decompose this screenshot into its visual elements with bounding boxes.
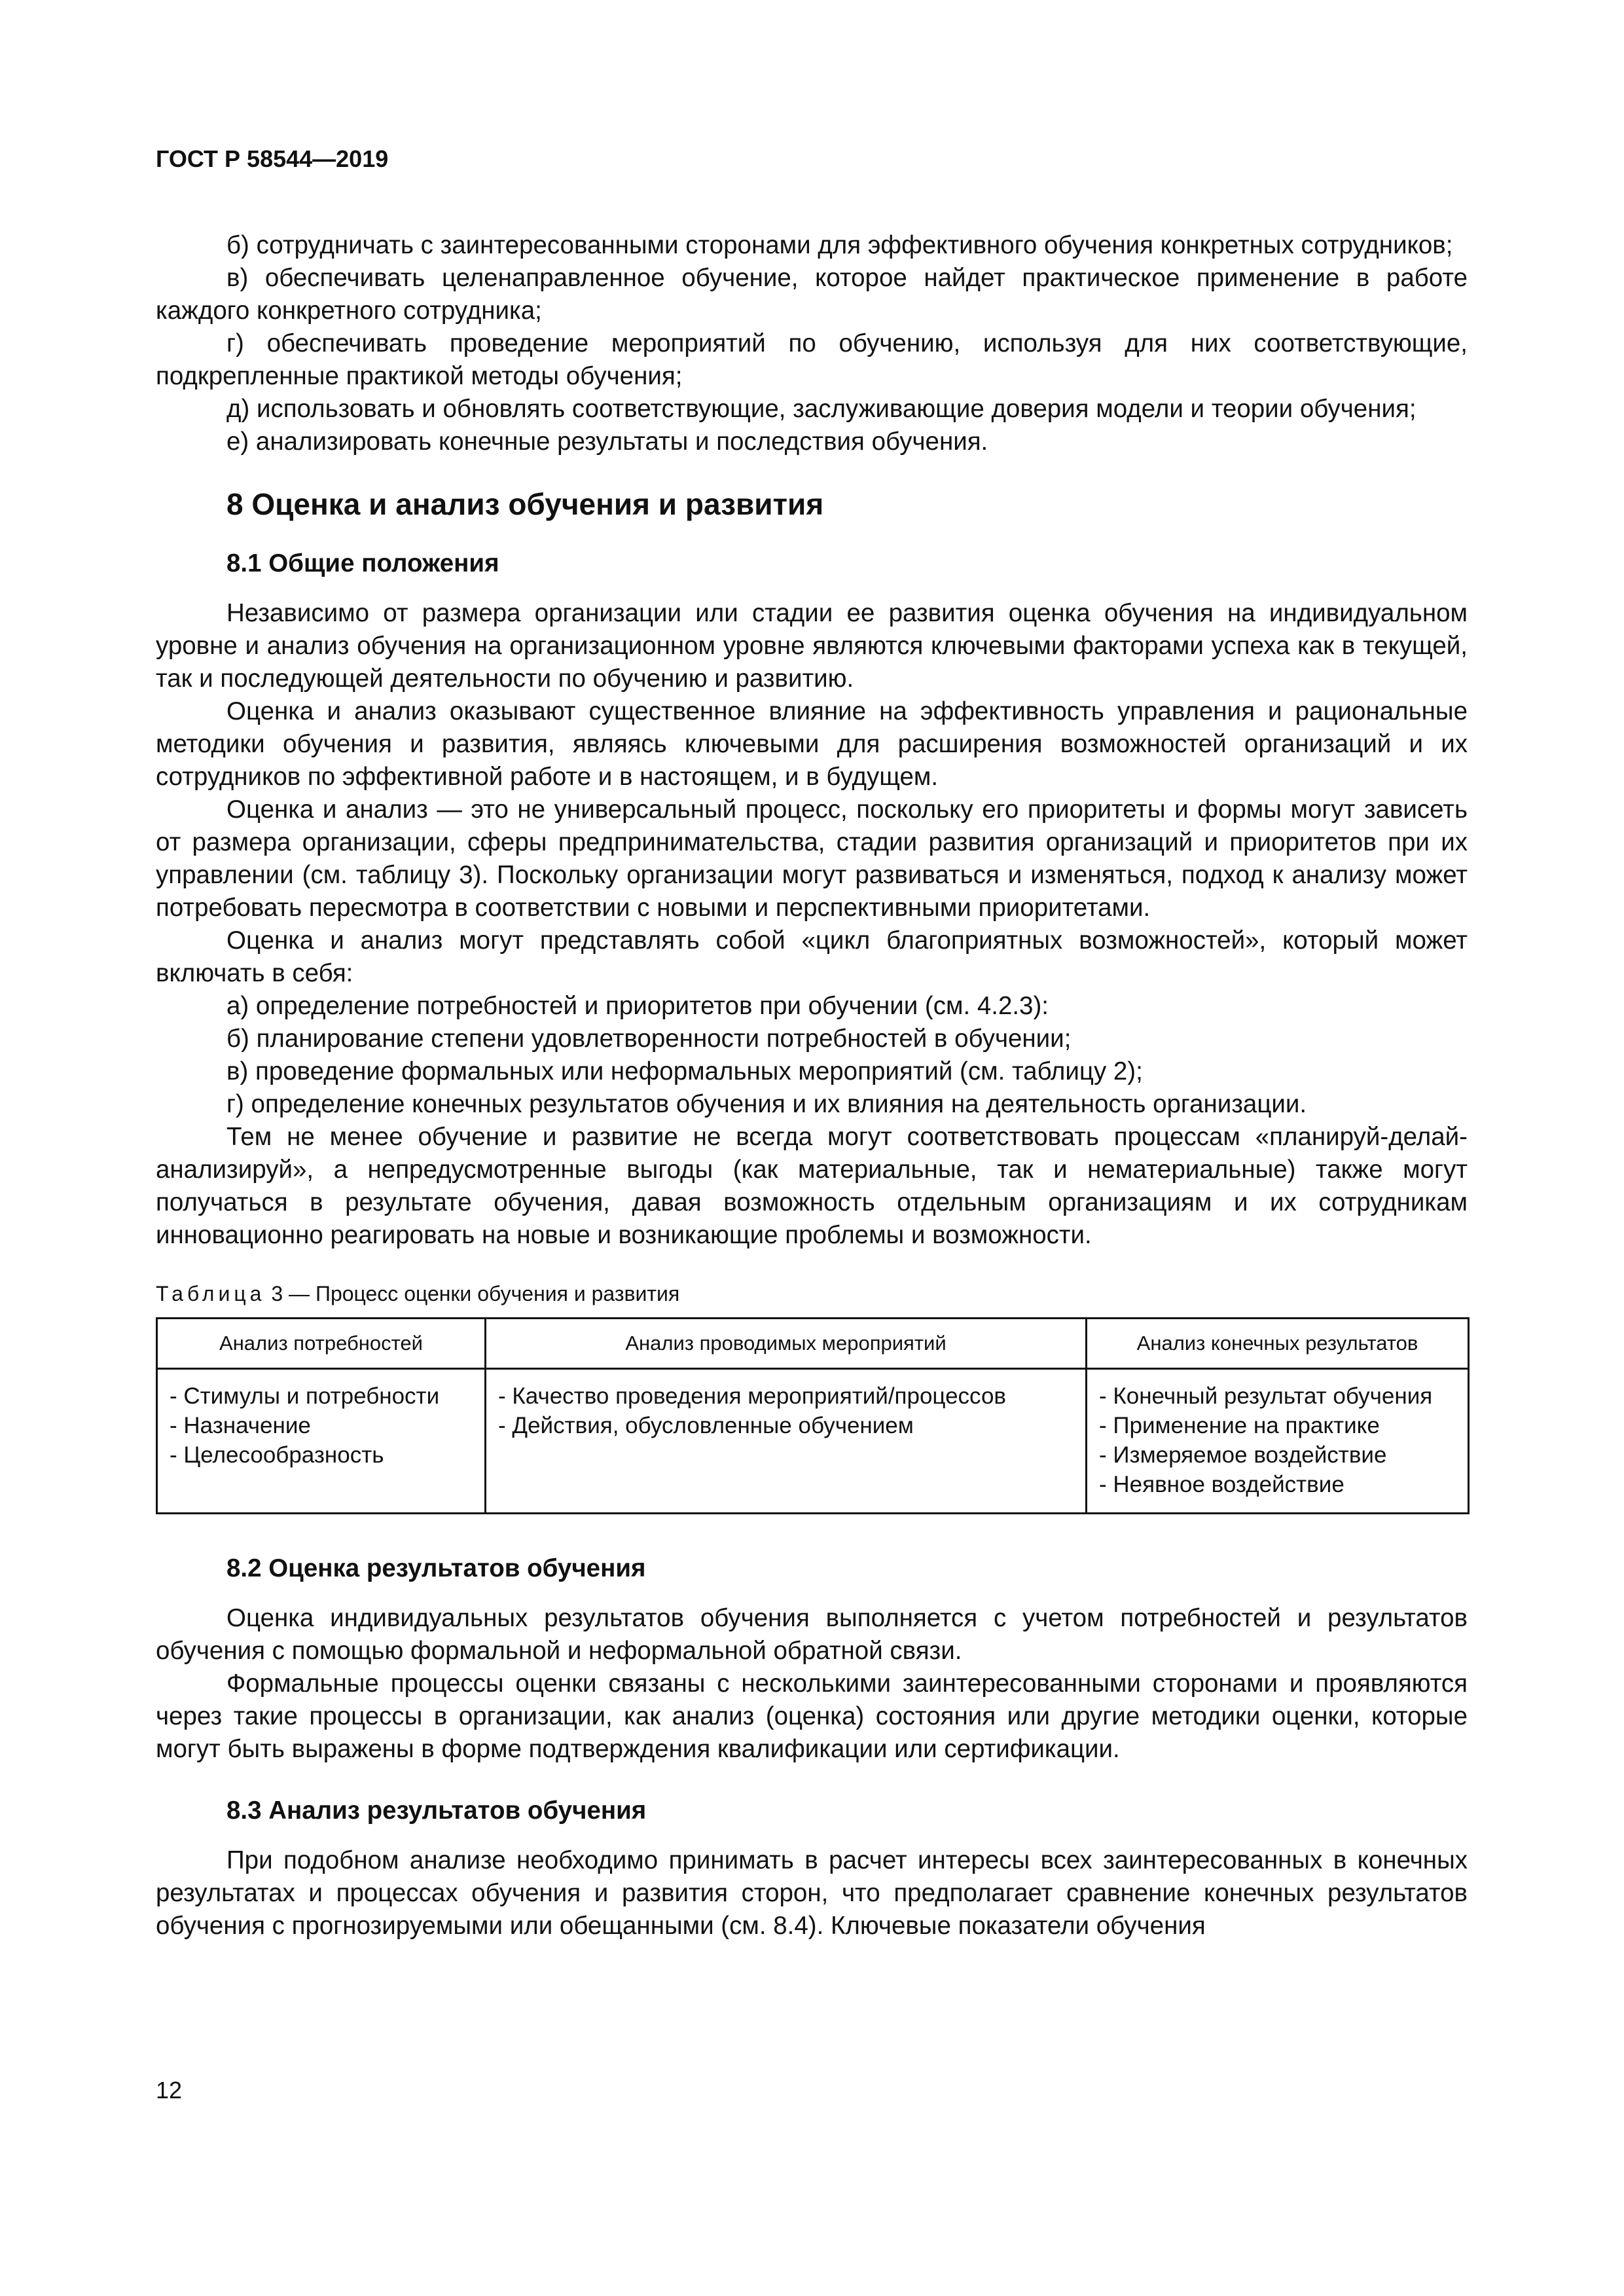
table-cell-line: - Конечный результат обучения	[1099, 1383, 1433, 1409]
table-cell-line: - Качество проведения мероприятий/процессов	[498, 1383, 1006, 1409]
table-cell-line: - Измеряемое воздействие	[1099, 1442, 1387, 1468]
table-cell-line: - Применение на практике	[1099, 1413, 1380, 1438]
table-header-row	[157, 1319, 1469, 1369]
table-cell-activities	[486, 1369, 1087, 1514]
table-cell-line: - Назначение	[170, 1413, 311, 1438]
section-8-2-title: 8.2 Оценка результатов обучения	[226, 1554, 646, 1582]
paragraph: При подобном анализе необходимо принимать в расчет интересы всех заинтересованных в конечных результатах и процессах обучения и развития сторон, что предполагает сравнение конечных результатов обучения с прогнозируемыми или обещанными (см. 8.4). Ключевые показатели обучения	[156, 1846, 1468, 1940]
list-item: а) определение потребностей и приоритетов при обучении (см. 4.2.3):	[226, 992, 1049, 1020]
list-item: д) использовать и обновлять соответствующие, заслуживающие доверия модели и теории обучения;	[226, 395, 1416, 423]
page-number: 12	[156, 2077, 183, 2104]
table-cell-line: - Стимулы и потребности	[170, 1383, 440, 1409]
section-8-title: 8 Оценка и анализ обучения и развития	[226, 487, 824, 521]
list-item: б) сотрудничать с заинтересованными сторонами для эффективного обучения конкретных сотрудников;	[226, 231, 1453, 259]
table-cell-needs	[157, 1369, 486, 1514]
paragraph: Тем не менее обучение и развитие не всегда могут соответствовать процессам «планируй-делай-анализируй», а непредусмотренные выгоды (как материальные, так и нематериальные) также могут получаться в результате обучения, давая возможность отдельным организациям и их сотрудникам инновационно реагировать на новые и возникающие проблемы и возможности.	[156, 1123, 1468, 1249]
table-cell-results	[1087, 1369, 1469, 1514]
table-3	[156, 1317, 1470, 1514]
table-cell-line: - Целесообразность	[170, 1442, 384, 1468]
table-cell-line: - Действия, обусловленные обучением	[498, 1413, 914, 1438]
list-item: в) проведение формальных или неформальных мероприятий (см. таблицу 2);	[226, 1057, 1143, 1085]
paragraph: Независимо от размера организации или стадии ее развития оценка обучения на индивидуальном уровне и анализ обучения на организационном уровне являются ключевыми факторами успеха как в текущей, так и последующей деятельности по обучению и развитию.	[156, 599, 1468, 693]
list-item: б) планирование степени удовлетворенности потребностей в обучении;	[226, 1025, 1072, 1053]
paragraph: Формальные процессы оценки связаны с несколькими заинтересованными сторонами и проявляются через такие процессы в организации, как анализ (оценка) состояния или другие методики оценки, которые могут быть выражены в форме подтверждения квалификации или сертификации.	[156, 1669, 1468, 1763]
table-header-cell: Анализ потребностей	[157, 1319, 486, 1369]
table-caption-label: Таблица	[156, 1282, 266, 1305]
document-header-id: ГОСТ Р 58544—2019	[156, 145, 389, 172]
paragraph: Оценка и анализ оказывают существенное влияние на эффективность управления и рациональные методики обучения и развития, являясь ключевыми для расширения возможностей организаций и их сотрудников по эффективной работе и в настоящем, и в будущем.	[156, 697, 1468, 791]
table-caption-text: 3 — Процесс оценки обучения и развития	[271, 1282, 680, 1305]
paragraph: Оценка и анализ — это не универсальный процесс, поскольку его приоритеты и формы могут зависеть от размера организации, сферы предпринимательства, стадии развития организаций и приоритетов при их управлении (см. таблицу 3). Поскольку организации могут развиваться и изменяться, подход к анализу может потребовать пересмотра в соответствии с новыми и перспективными приоритетами.	[156, 795, 1468, 922]
list-item: в) обеспечивать целенаправленное обучение, которое найдет практическое применение в работе каждого конкретного сотрудника;	[156, 264, 1468, 325]
section-8-3-title: 8.3 Анализ результатов обучения	[226, 1796, 647, 1825]
table-header-cell: Анализ конечных результатов	[1087, 1319, 1469, 1369]
list-item: г) обеспечивать проведение мероприятий по обучению, используя для них соответствующие, подкрепленные практикой методы обучения;	[156, 329, 1468, 390]
table-caption	[156, 1281, 1468, 1307]
list-item: е) анализировать конечные результаты и последствия обучения.	[226, 428, 988, 456]
paragraph: Оценка и анализ могут представлять собой «цикл благоприятных возможностей», который может включать в себя:	[156, 926, 1468, 987]
paragraph: Оценка индивидуальных результатов обучения выполняется с учетом потребностей и результатов обучения с помощью формальной и неформальной обратной связи.	[156, 1604, 1468, 1665]
table-row	[157, 1369, 1469, 1514]
list-item: г) определение конечных результатов обучения и их влияния на деятельность организации.	[226, 1090, 1307, 1118]
section-8-1-title: 8.1 Общие положения	[226, 549, 499, 577]
table-cell-line: - Неявное воздействие	[1099, 1472, 1344, 1497]
main-content	[156, 229, 1468, 1942]
table-header-cell: Анализ проводимых мероприятий	[486, 1319, 1087, 1369]
